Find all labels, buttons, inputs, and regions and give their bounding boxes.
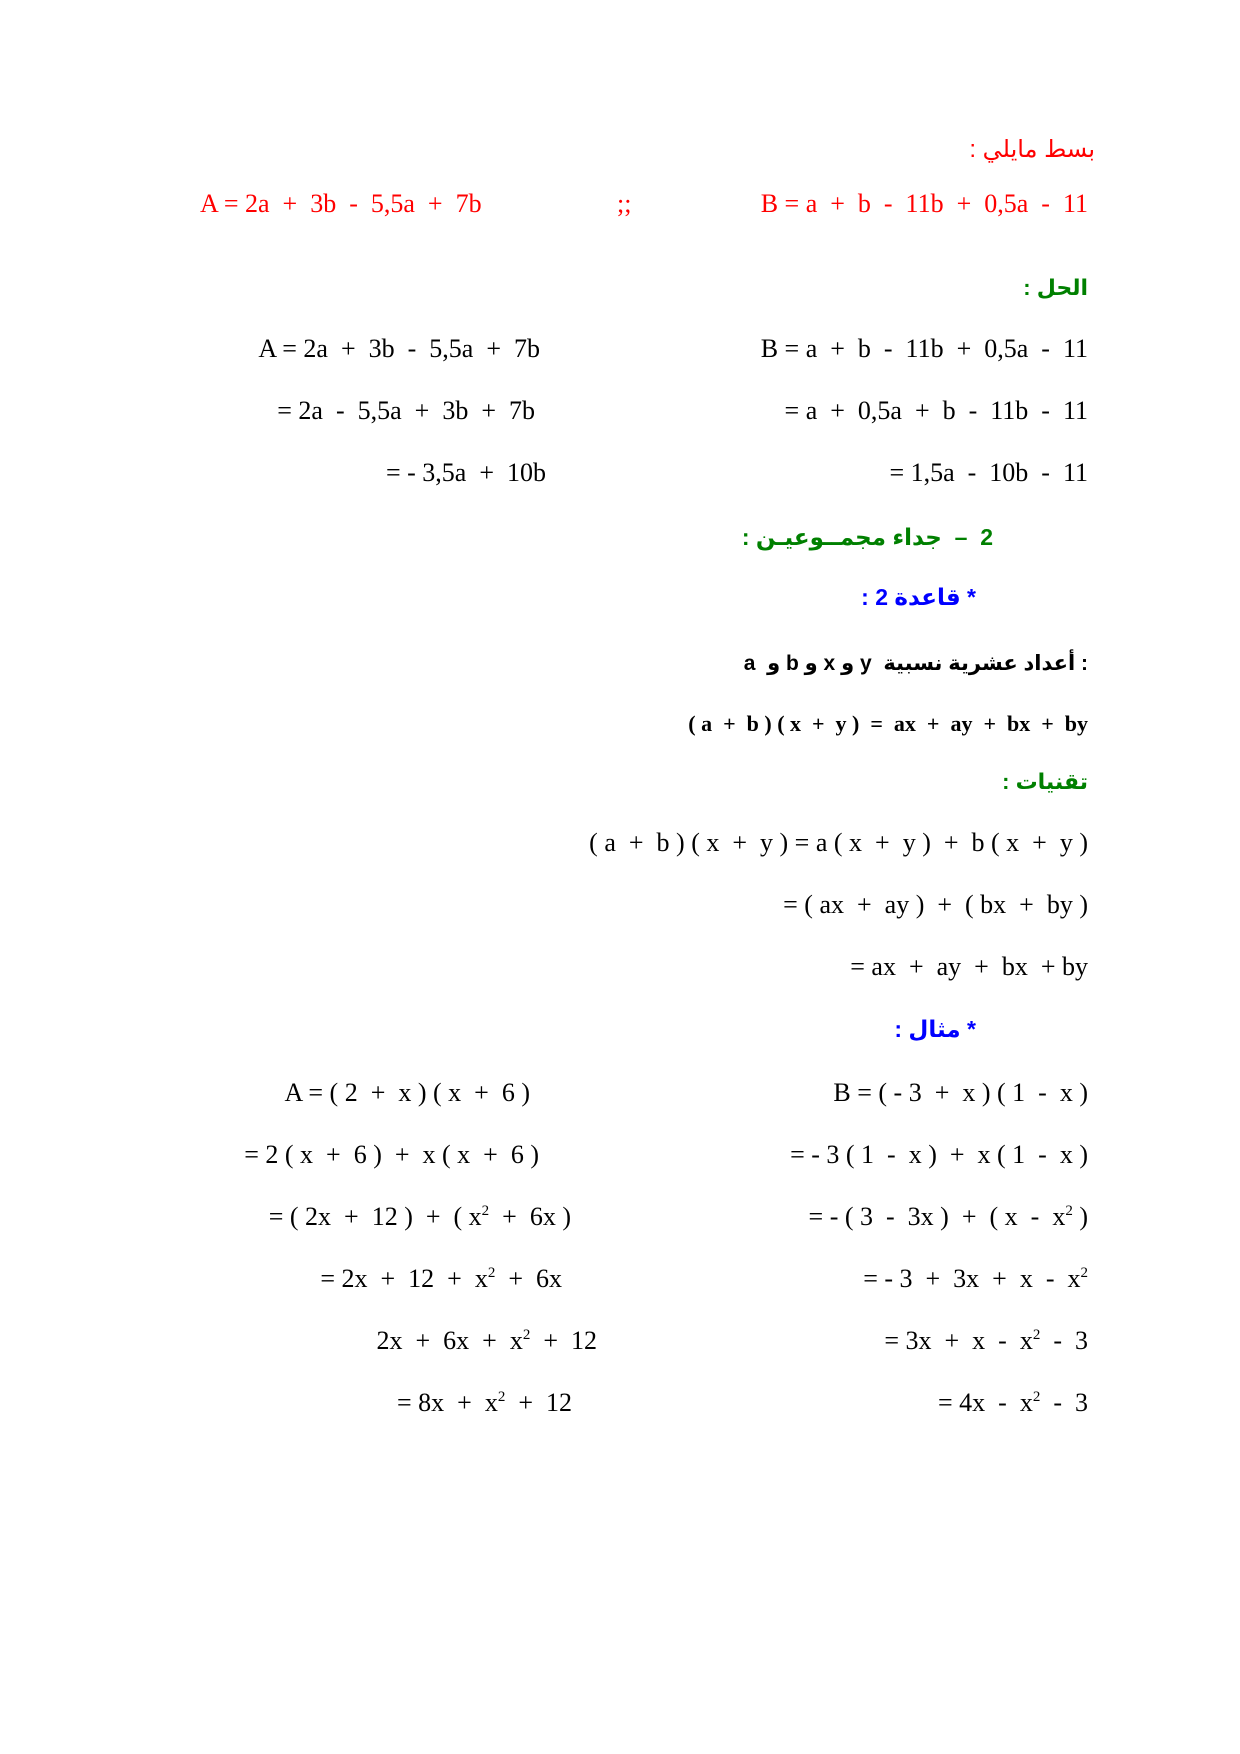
solution-a-line: A = 2a + 3b - 5,5a + 7b xyxy=(258,334,540,363)
rule-formula: ( a + b ) ( x + y ) = ax + ay + bx + by xyxy=(688,711,1088,736)
technique-line: = ax + ay + bx + by xyxy=(850,952,1088,981)
exponent: 2 xyxy=(481,1203,490,1219)
example-a-part: 2x + 6x + x xyxy=(376,1326,523,1355)
rule-text-content: a و b و x و y أعداد عشرية نسبية : xyxy=(743,652,1088,675)
solution-b-line: = a + 0,5a + b - 11b - 11 xyxy=(784,396,1088,425)
exponent: 2 xyxy=(497,1389,506,1405)
example-b-line xyxy=(938,1387,1088,1419)
exponent: 2 xyxy=(1032,1389,1041,1405)
example-b-part: = 4x - x xyxy=(938,1388,1033,1417)
expression-separator: ;; xyxy=(617,189,632,218)
example-a-line: A = ( 2 + x ) ( x + 6 ) xyxy=(284,1078,530,1107)
example-a-line xyxy=(397,1387,572,1419)
solution-a-line: = - 3,5a + 10b xyxy=(385,458,546,487)
example-a-part: + 12 xyxy=(505,1388,572,1417)
example-b-part: - 3 xyxy=(1040,1388,1088,1417)
exponent: 2 xyxy=(1032,1327,1041,1343)
example-a-part: + 6x xyxy=(495,1264,562,1293)
example-b-part: - 3 xyxy=(1040,1326,1088,1355)
exponent: 2 xyxy=(1080,1265,1088,1281)
example-a-part: + 6x ) xyxy=(489,1202,571,1231)
example-a-part: + 12 xyxy=(530,1326,597,1355)
exponent: 2 xyxy=(522,1327,531,1343)
example-b-line: B = ( - 3 + x ) ( 1 - x ) xyxy=(833,1078,1088,1107)
example-a-line: = 2 ( x + 6 ) + x ( x + 6 ) xyxy=(244,1140,539,1169)
example-a-part: = ( 2x + 12 ) + ( x xyxy=(268,1202,482,1231)
example-b-line xyxy=(884,1325,1088,1357)
example-b-part: ) xyxy=(1072,1202,1088,1231)
rule-text xyxy=(744,648,1088,680)
example-b-part: = 3x + x - x xyxy=(884,1326,1033,1355)
exponent: 2 xyxy=(487,1265,496,1281)
techniques-heading: تقنيات : xyxy=(1002,769,1088,794)
example-b-part: = - 3 + 3x + x - x xyxy=(863,1264,1081,1293)
section-2-heading: 2 – جداء مجمــوعيـن : xyxy=(741,524,993,550)
solution-heading: الحل : xyxy=(1023,275,1088,300)
example-b-part: = - ( 3 - 3x ) + ( x - x xyxy=(808,1202,1066,1231)
example-a-line xyxy=(377,1325,598,1357)
example-a-part: = 2x + 12 + x xyxy=(320,1264,488,1293)
example-heading: * مثال : xyxy=(894,1016,976,1042)
example-b-line: = - 3 ( 1 - x ) + x ( 1 - x ) xyxy=(790,1140,1088,1169)
expression-b: B = a + b - 11b + 0,5a - 11 xyxy=(760,189,1088,218)
solution-a-line: = 2a - 5,5a + 3b + 7b xyxy=(277,396,535,425)
example-a-line xyxy=(320,1263,562,1295)
example-a-line xyxy=(269,1201,571,1233)
technique-line: = ( ax + ay ) + ( bx + by ) xyxy=(783,890,1088,919)
instruction-text: بسط مايلي : xyxy=(969,136,1095,163)
solution-b-line: B = a + b - 11b + 0,5a - 11 xyxy=(760,334,1088,363)
example-a-part: = 8x + x xyxy=(397,1388,498,1417)
rule-title: * قاعدة 2 : xyxy=(861,584,976,610)
solution-b-line: = 1,5a - 10b - 11 xyxy=(889,458,1088,487)
example-b-line xyxy=(863,1263,1088,1295)
example-b-line xyxy=(809,1201,1088,1233)
expression-a: A = 2a + 3b - 5,5a + 7b xyxy=(200,189,482,218)
technique-line: ( a + b ) ( x + y ) = a ( x + y ) + b ( x + y ) xyxy=(589,828,1088,857)
exponent: 2 xyxy=(1065,1203,1073,1219)
